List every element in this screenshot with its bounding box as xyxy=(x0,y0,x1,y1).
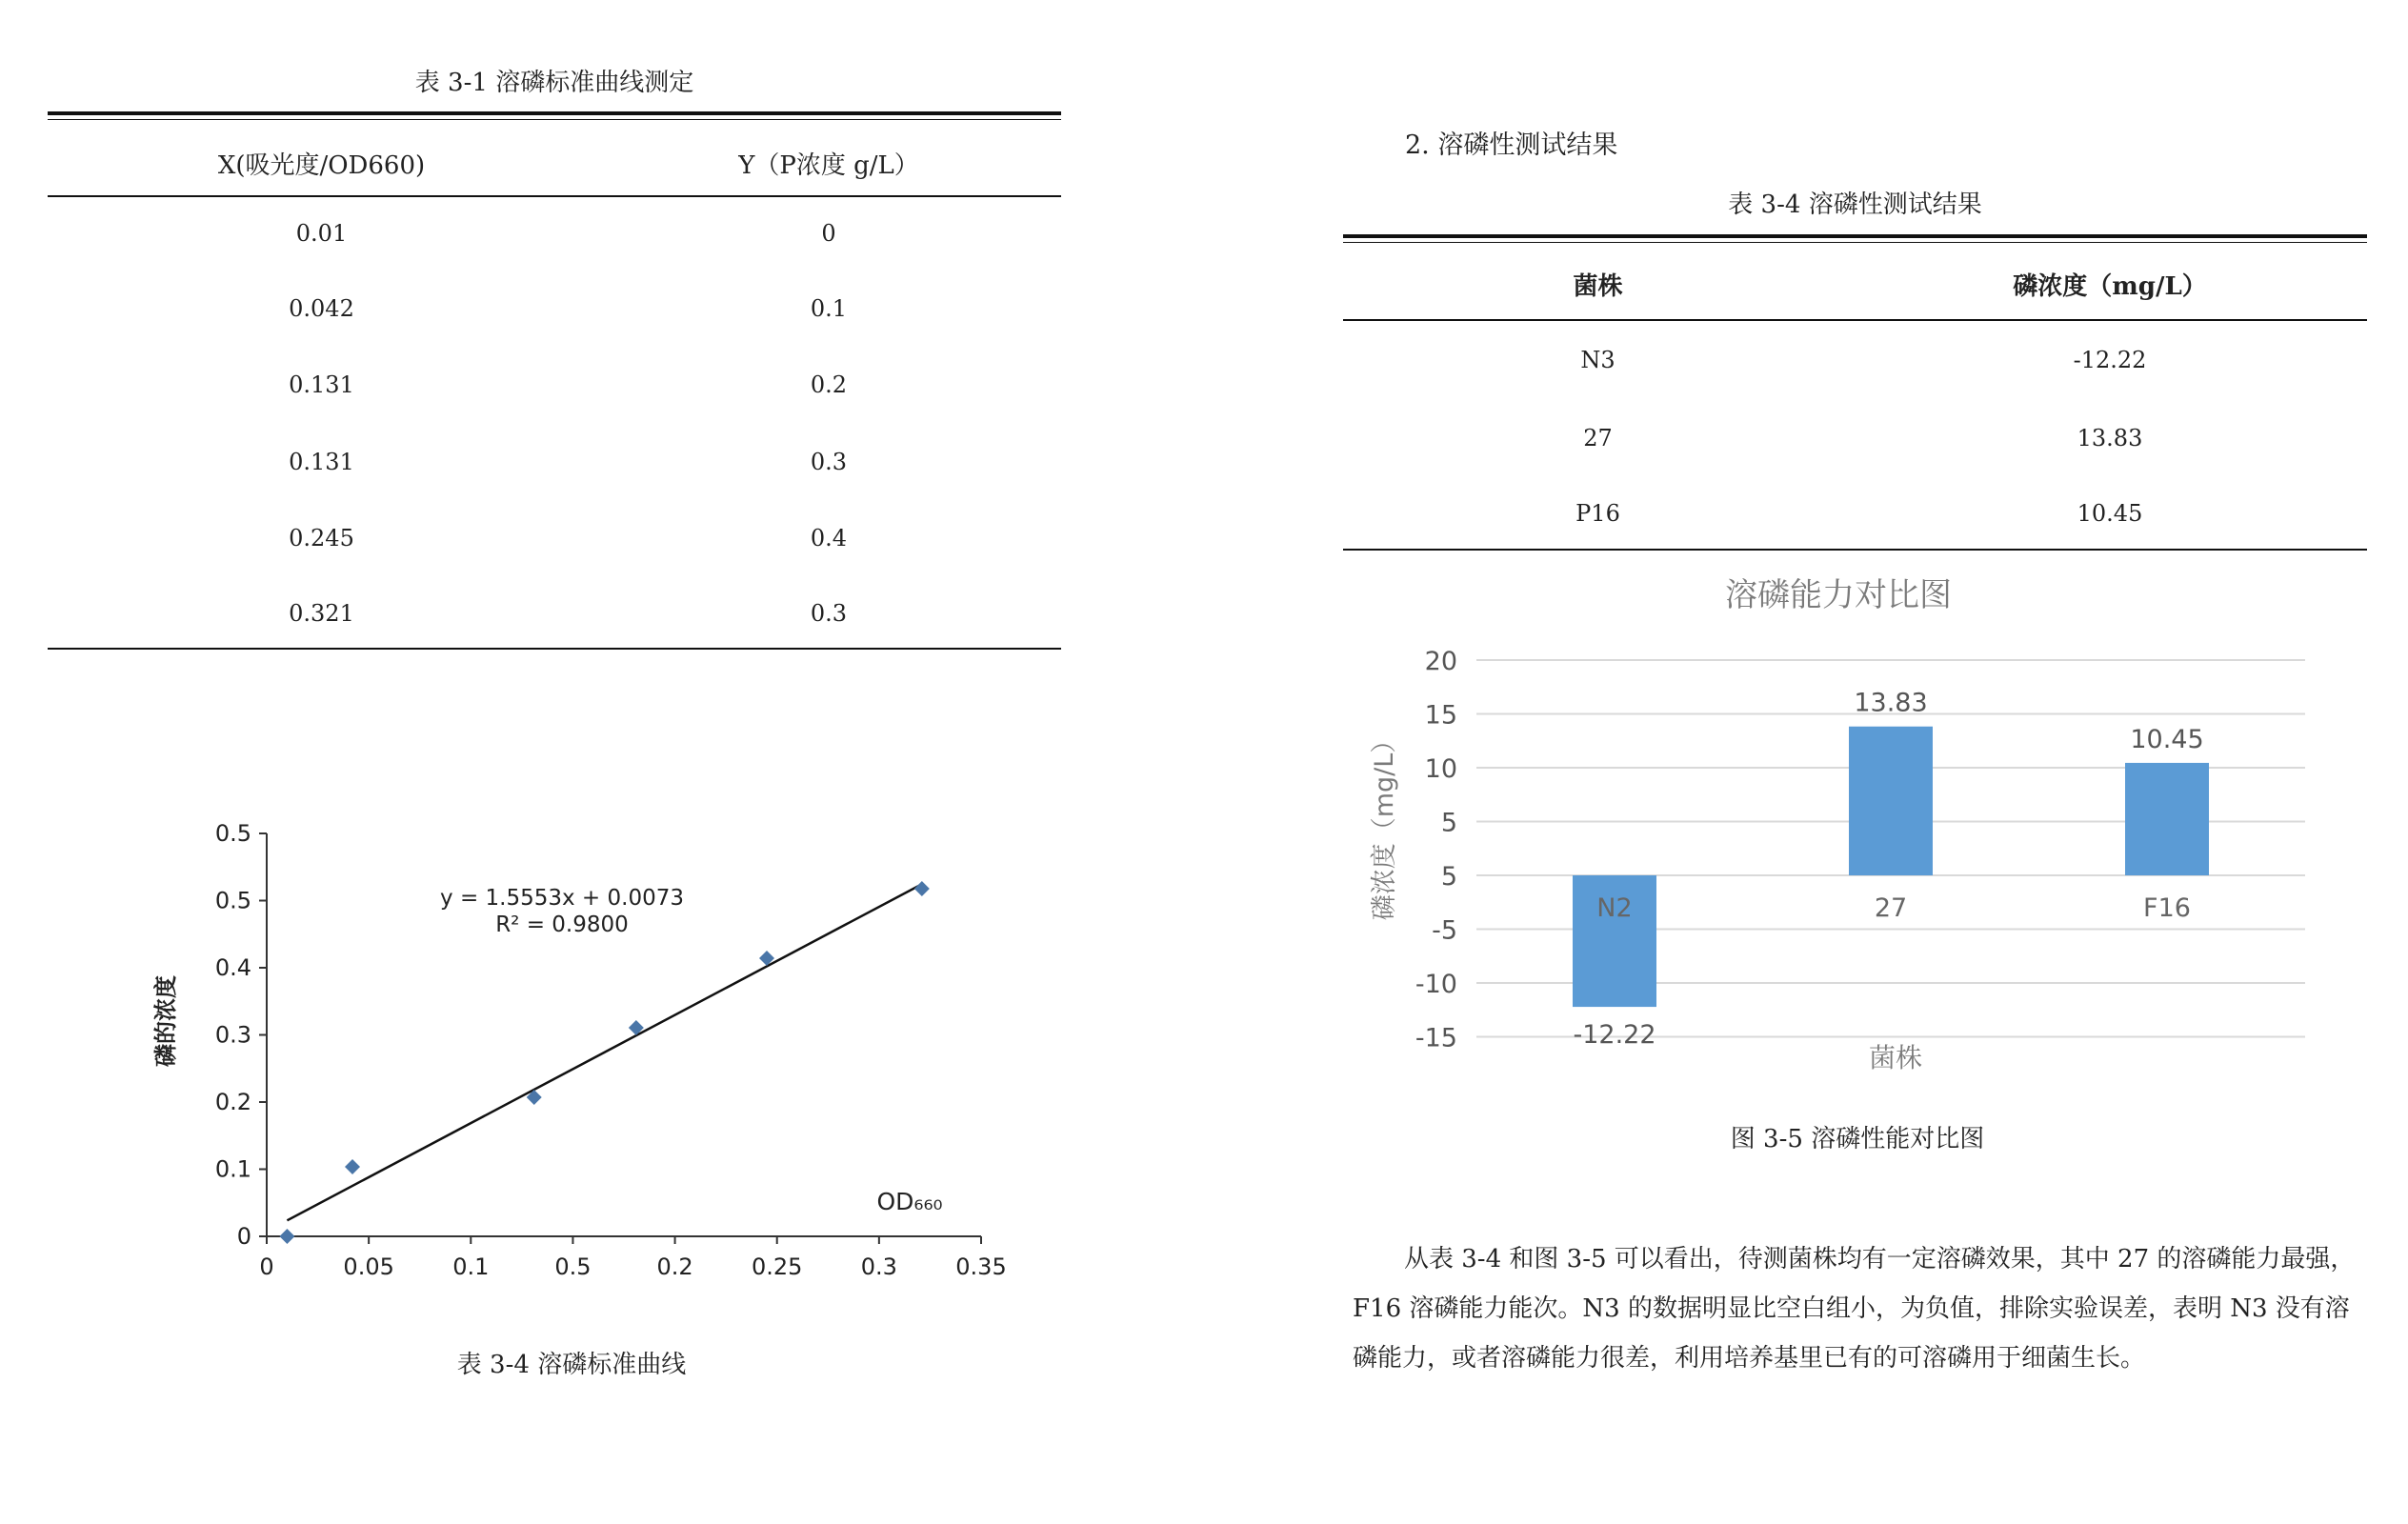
table-row: 0.3 xyxy=(810,600,848,627)
category-label: 27 xyxy=(1874,893,1908,923)
x-tick-label: 0.3 xyxy=(860,1253,897,1280)
table-row: -12.22 xyxy=(2073,347,2147,373)
bar-chart-title: 溶磷能力对比图 xyxy=(1725,576,1952,614)
x-axis-label: 菌株 xyxy=(1868,1042,1923,1073)
y-tick-label: 0 xyxy=(236,1223,251,1250)
bar-value-label: 13.83 xyxy=(1854,688,1928,718)
table-row: 0.4 xyxy=(810,525,848,551)
data-point xyxy=(345,1159,360,1174)
table-row: 0.131 xyxy=(289,449,354,475)
y-tick-label: 0.5 xyxy=(214,887,251,914)
y-tick-label: -5 xyxy=(1432,915,1457,946)
y-axis-label: 磷的浓度 xyxy=(152,975,179,1067)
table-row: 10.45 xyxy=(2077,500,2143,527)
y-tick-label: 5 xyxy=(1440,862,1457,892)
bar-value-label: -12.22 xyxy=(1573,1020,1656,1051)
trendline-r-squared: R² = 0.9800 xyxy=(495,912,629,937)
table-3-1-caption: 表 3-1 溶磷标准曲线测定 xyxy=(414,69,694,97)
data-point xyxy=(279,1229,294,1244)
y-tick-label: 10 xyxy=(1424,754,1457,784)
standard-curve-chart xyxy=(143,800,1007,1295)
table-row: 0.042 xyxy=(289,295,354,322)
table-3-4-header-concentration: 磷浓度（mg/L） xyxy=(2013,272,2207,301)
y-tick-label: 0.4 xyxy=(214,954,251,981)
x-tick-label: 0.2 xyxy=(656,1253,693,1280)
table-row: 0.321 xyxy=(289,600,354,627)
table-3-1-top-rule xyxy=(48,111,1061,115)
y-tick-label: 0.1 xyxy=(214,1155,251,1183)
bar xyxy=(2125,763,2209,875)
table-row: 0.245 xyxy=(289,525,354,551)
section-heading: 2. 溶磷性测试结果 xyxy=(1405,130,1618,160)
result-paragraph: 从表 3-4 和图 3-5 可以看出，待测菌株均有一定溶磷效果，其中 27 的溶磷能力最强，F16 溶磷能力能次。N3 的数据明显比空白组小，为负值，排除实验误差，表明 N3 没有溶磷能力，或者溶磷能力很差，利用培养基里已有的可溶磷用于细菌生长。 xyxy=(1353,1245,2356,1373)
table-row: 0 xyxy=(821,220,836,247)
y-axis-label: 磷浓度（mg/L） xyxy=(1370,727,1399,921)
table-3-1-header-y: Y（P浓度 g/L） xyxy=(738,151,919,180)
table-row: P16 xyxy=(1575,500,1620,527)
x-tick-label: 0.1 xyxy=(452,1253,490,1280)
bar-figure-caption: 图 3-5 溶磷性能对比图 xyxy=(1730,1125,1985,1153)
x-tick-label: 0.5 xyxy=(554,1253,592,1280)
table-3-4-caption: 表 3-4 溶磷性测试结果 xyxy=(1728,190,1982,219)
table-row: 0.01 xyxy=(295,220,348,247)
table-row: 0.2 xyxy=(810,371,848,398)
y-tick-label: 0.3 xyxy=(214,1021,251,1049)
y-tick-label: 0.2 xyxy=(214,1089,251,1115)
category-label: N2 xyxy=(1596,893,1633,923)
x-axis-label: OD₆₆₀ xyxy=(876,1188,943,1215)
table-3-4-bottom-rule xyxy=(1343,549,2367,551)
table-3-4-header-strain: 菌株 xyxy=(1573,272,1623,301)
table-row: 27 xyxy=(1583,425,1613,451)
data-point xyxy=(914,881,930,896)
x-tick-label: 0.35 xyxy=(955,1253,1007,1280)
category-label: F16 xyxy=(2143,893,2191,923)
x-tick-label: 0 xyxy=(259,1253,274,1280)
y-tick-label: 0.5 xyxy=(214,820,251,847)
y-tick-label: 5 xyxy=(1440,808,1457,838)
y-tick-label: -15 xyxy=(1415,1023,1457,1053)
y-tick-label: -10 xyxy=(1415,970,1457,999)
table-row: 13.83 xyxy=(2077,425,2143,451)
table-3-1-header-rule xyxy=(48,195,1061,197)
table-3-4-header-rule xyxy=(1343,319,2367,321)
x-tick-label: 0.05 xyxy=(343,1253,394,1280)
table-3-1-bottom-rule xyxy=(48,648,1061,650)
y-tick-label: 15 xyxy=(1424,700,1457,731)
table-3-1-top-rule-thin xyxy=(48,119,1061,120)
standard-curve-caption: 表 3-4 溶磷标准曲线 xyxy=(456,1351,687,1379)
table-row: 0.1 xyxy=(810,295,848,322)
table-3-4-top-rule xyxy=(1343,234,2367,238)
table-row: 0.131 xyxy=(289,371,354,398)
bar-value-label: 10.45 xyxy=(2130,724,2204,754)
x-tick-label: 0.25 xyxy=(751,1253,803,1280)
table-3-1-header-x: X(吸光度/OD660) xyxy=(217,151,426,180)
phosphate-solubilization-bar-chart xyxy=(1343,562,2367,1095)
bar xyxy=(1849,727,1933,875)
trendline-equation: y = 1.5553x + 0.0073 xyxy=(440,886,684,911)
table-row: N3 xyxy=(1580,347,1615,373)
table-row: 0.3 xyxy=(810,449,848,475)
table-3-4-top-rule-thin xyxy=(1343,242,2367,243)
y-tick-label: 20 xyxy=(1424,647,1457,676)
